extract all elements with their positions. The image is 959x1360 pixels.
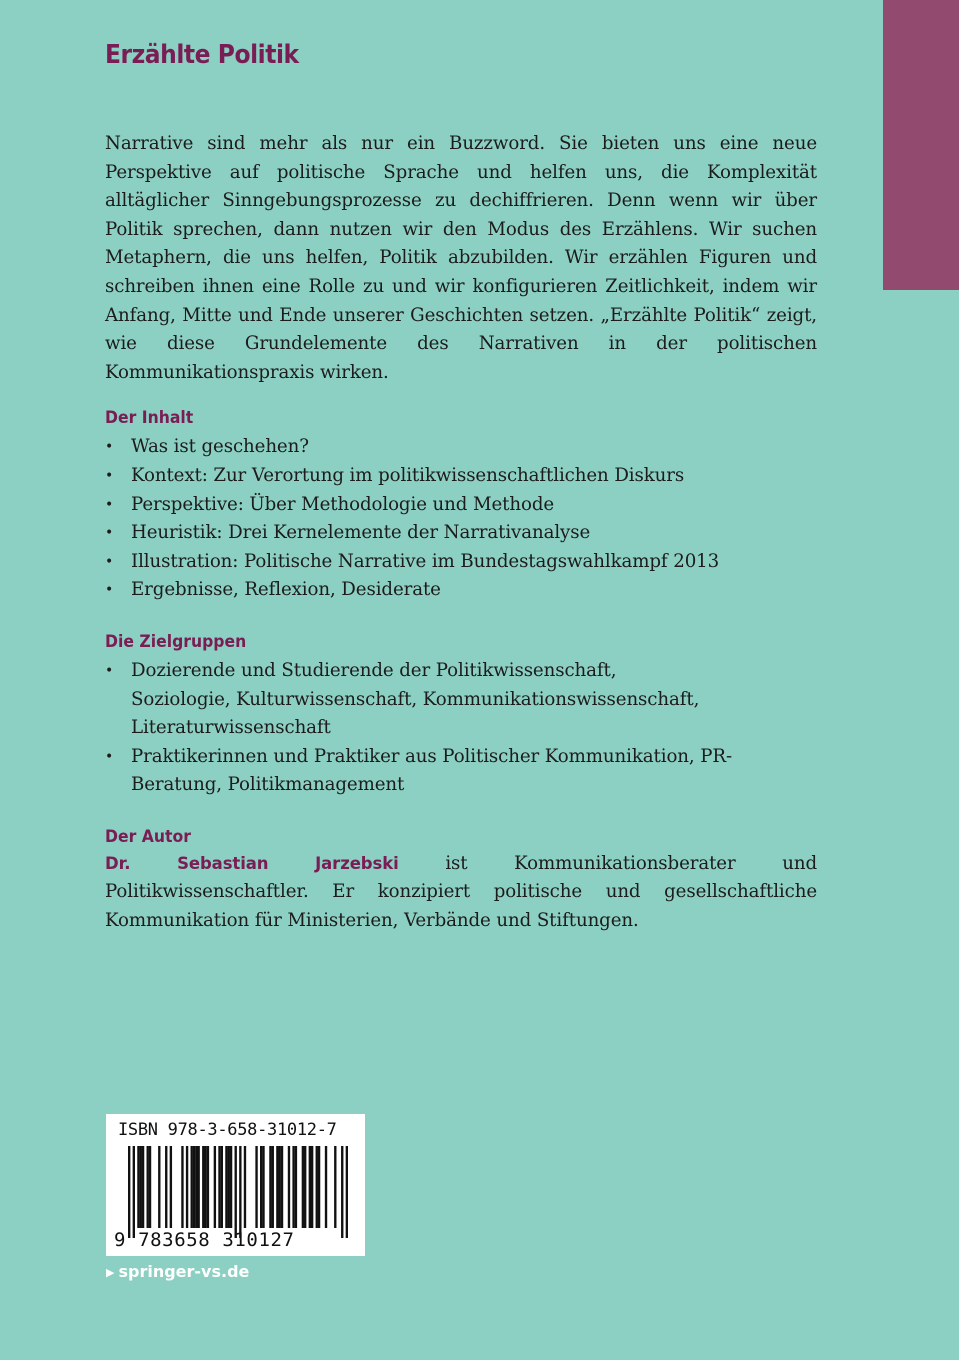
barcode-bar [170,1146,172,1228]
list-item [105,657,817,743]
barcode-bar [214,1146,216,1228]
barcode-bar [269,1146,271,1228]
barcode-bar [140,1146,142,1228]
triangle-arrow-icon: ▶ [106,1266,115,1279]
list-item: • Ergebnisse, Reflexion, Desiderate [105,576,817,605]
barcode-bar [142,1146,144,1228]
barcode-bar [346,1146,348,1238]
author-description: ist Kommunikationsberater und Politikwissenschaftler. Er konzipiert politische und gesellschaftliche Kommunikation für Ministerien, Verbände und Stiftungen. [105,852,817,932]
list-item: • Was ist geschehen? [105,433,817,462]
barcode-bar [218,1146,220,1228]
autor-heading: Der Autor [105,826,191,847]
barcode-bar [309,1146,311,1228]
list-item-line: Soziologie, Kulturwissenschaft, Kommunikationswissenschaft, [131,688,700,710]
barcode-bar [147,1146,149,1228]
inhalt-heading: Der Inhalt [105,408,194,429]
barcode-bar [279,1146,281,1228]
barcode-bar [165,1146,167,1228]
barcode-bar [128,1146,130,1238]
inhalt-list [105,433,817,605]
barcode-bar [197,1146,199,1228]
list-item-line: Literaturwissenschaft [131,717,331,739]
list-item: • Illustration: Politische Narrative im Bundestagswahlkampf 2013 [105,548,817,577]
publisher-name: springer-vs.de [118,1262,250,1281]
back-cover-content [105,40,817,936]
zielgruppen-list [105,657,817,800]
barcode-bar [262,1146,264,1228]
intro-text: Narrative sind mehr als nur ein Buzzword. Sie bieten uns eine neue Perspektive auf politische Sprache und helfen uns, die Komplexität alltäglicher Sinngebungsprozesse zu dechiffrieren. Denn wenn wir über Politik sprechen, dann nutzen wir den Modus des Erzählens. Wir suchen Metaphern, die uns helfen, Politik abzubilden. Wir erzählen Figuren und schreiben ihnen eine Rolle zu und wir konfigurieren Zeitlichkeit, indem wir Anfang, Mitte und Ende unserer Geschichten setzen. „Erzählte Politik“ zeigt, wie diese Grundelemente des Narrativen in der politischen Kommunikationspraxis wirken. [105,133,817,383]
barcode-bar [133,1146,135,1238]
barcode-bar [292,1146,294,1228]
barcode-bar [316,1146,318,1228]
barcode-bar [281,1146,283,1228]
publisher-link[interactable] [106,1262,249,1281]
barcode-bar [204,1146,206,1228]
author-name: Dr. Sebastian Jarzebski [105,853,399,873]
barcode-bar [195,1146,197,1228]
barcode-bar [207,1146,209,1228]
barcode-bar [276,1146,278,1228]
zielgruppen-heading: Die Zielgruppen [105,631,247,652]
barcode-bar [202,1146,204,1228]
barcode-bar [244,1146,246,1228]
barcode-bars [128,1146,348,1238]
barcode-bar [272,1146,274,1228]
list-item-line: Beratung, Politikmanagement [131,774,405,796]
barcode-bar [158,1146,160,1228]
barcode-bar [304,1146,306,1228]
barcode-bar [318,1146,320,1228]
barcode-bar [255,1146,257,1228]
isbn-barcode [106,1114,365,1256]
barcode-bar [334,1146,336,1228]
list-item: • Kontext: Zur Verortung im politikwissenschaftlichen Diskurs [105,462,817,491]
barcode-bar [288,1146,290,1228]
barcode-bar [295,1146,297,1228]
barcode-bar [221,1146,223,1228]
barcode-bar [230,1146,232,1228]
list-item: • Heuristik: Drei Kernelemente der Narrativanalyse [105,519,817,548]
barcode-bar [225,1146,227,1228]
list-item-line: • Dozierende und Studierende der Politikwissenschaft, [131,659,617,681]
list-item-line: • Praktikerinnen und Praktiker aus Politischer Kommunikation, PR- [131,745,733,767]
color-tab [883,0,959,290]
isbn-label: ISBN 978-3-658-31012-7 [118,1120,337,1140]
barcode-bar [239,1146,241,1238]
barcode-bar [186,1146,188,1228]
list-item [105,743,817,800]
barcode-bar [302,1146,304,1228]
barcode-bar [191,1146,193,1228]
barcode-bar [325,1146,327,1228]
barcode-bar [260,1146,262,1228]
barcode-bar [228,1146,230,1228]
barcode-bar [181,1146,183,1228]
barcode-bar [341,1146,343,1238]
author-bio [105,850,817,936]
barcode-bar [235,1146,237,1238]
barcode-bar [137,1146,139,1228]
book-title: Erzählte Politik [105,40,299,70]
barcode-bar [149,1146,151,1228]
list-item: • Perspektive: Über Methodologie und Methode [105,491,817,520]
barcode-bar [311,1146,313,1228]
barcode-digits: 9 783658 310127 [114,1229,295,1251]
barcode-bar [193,1146,195,1228]
